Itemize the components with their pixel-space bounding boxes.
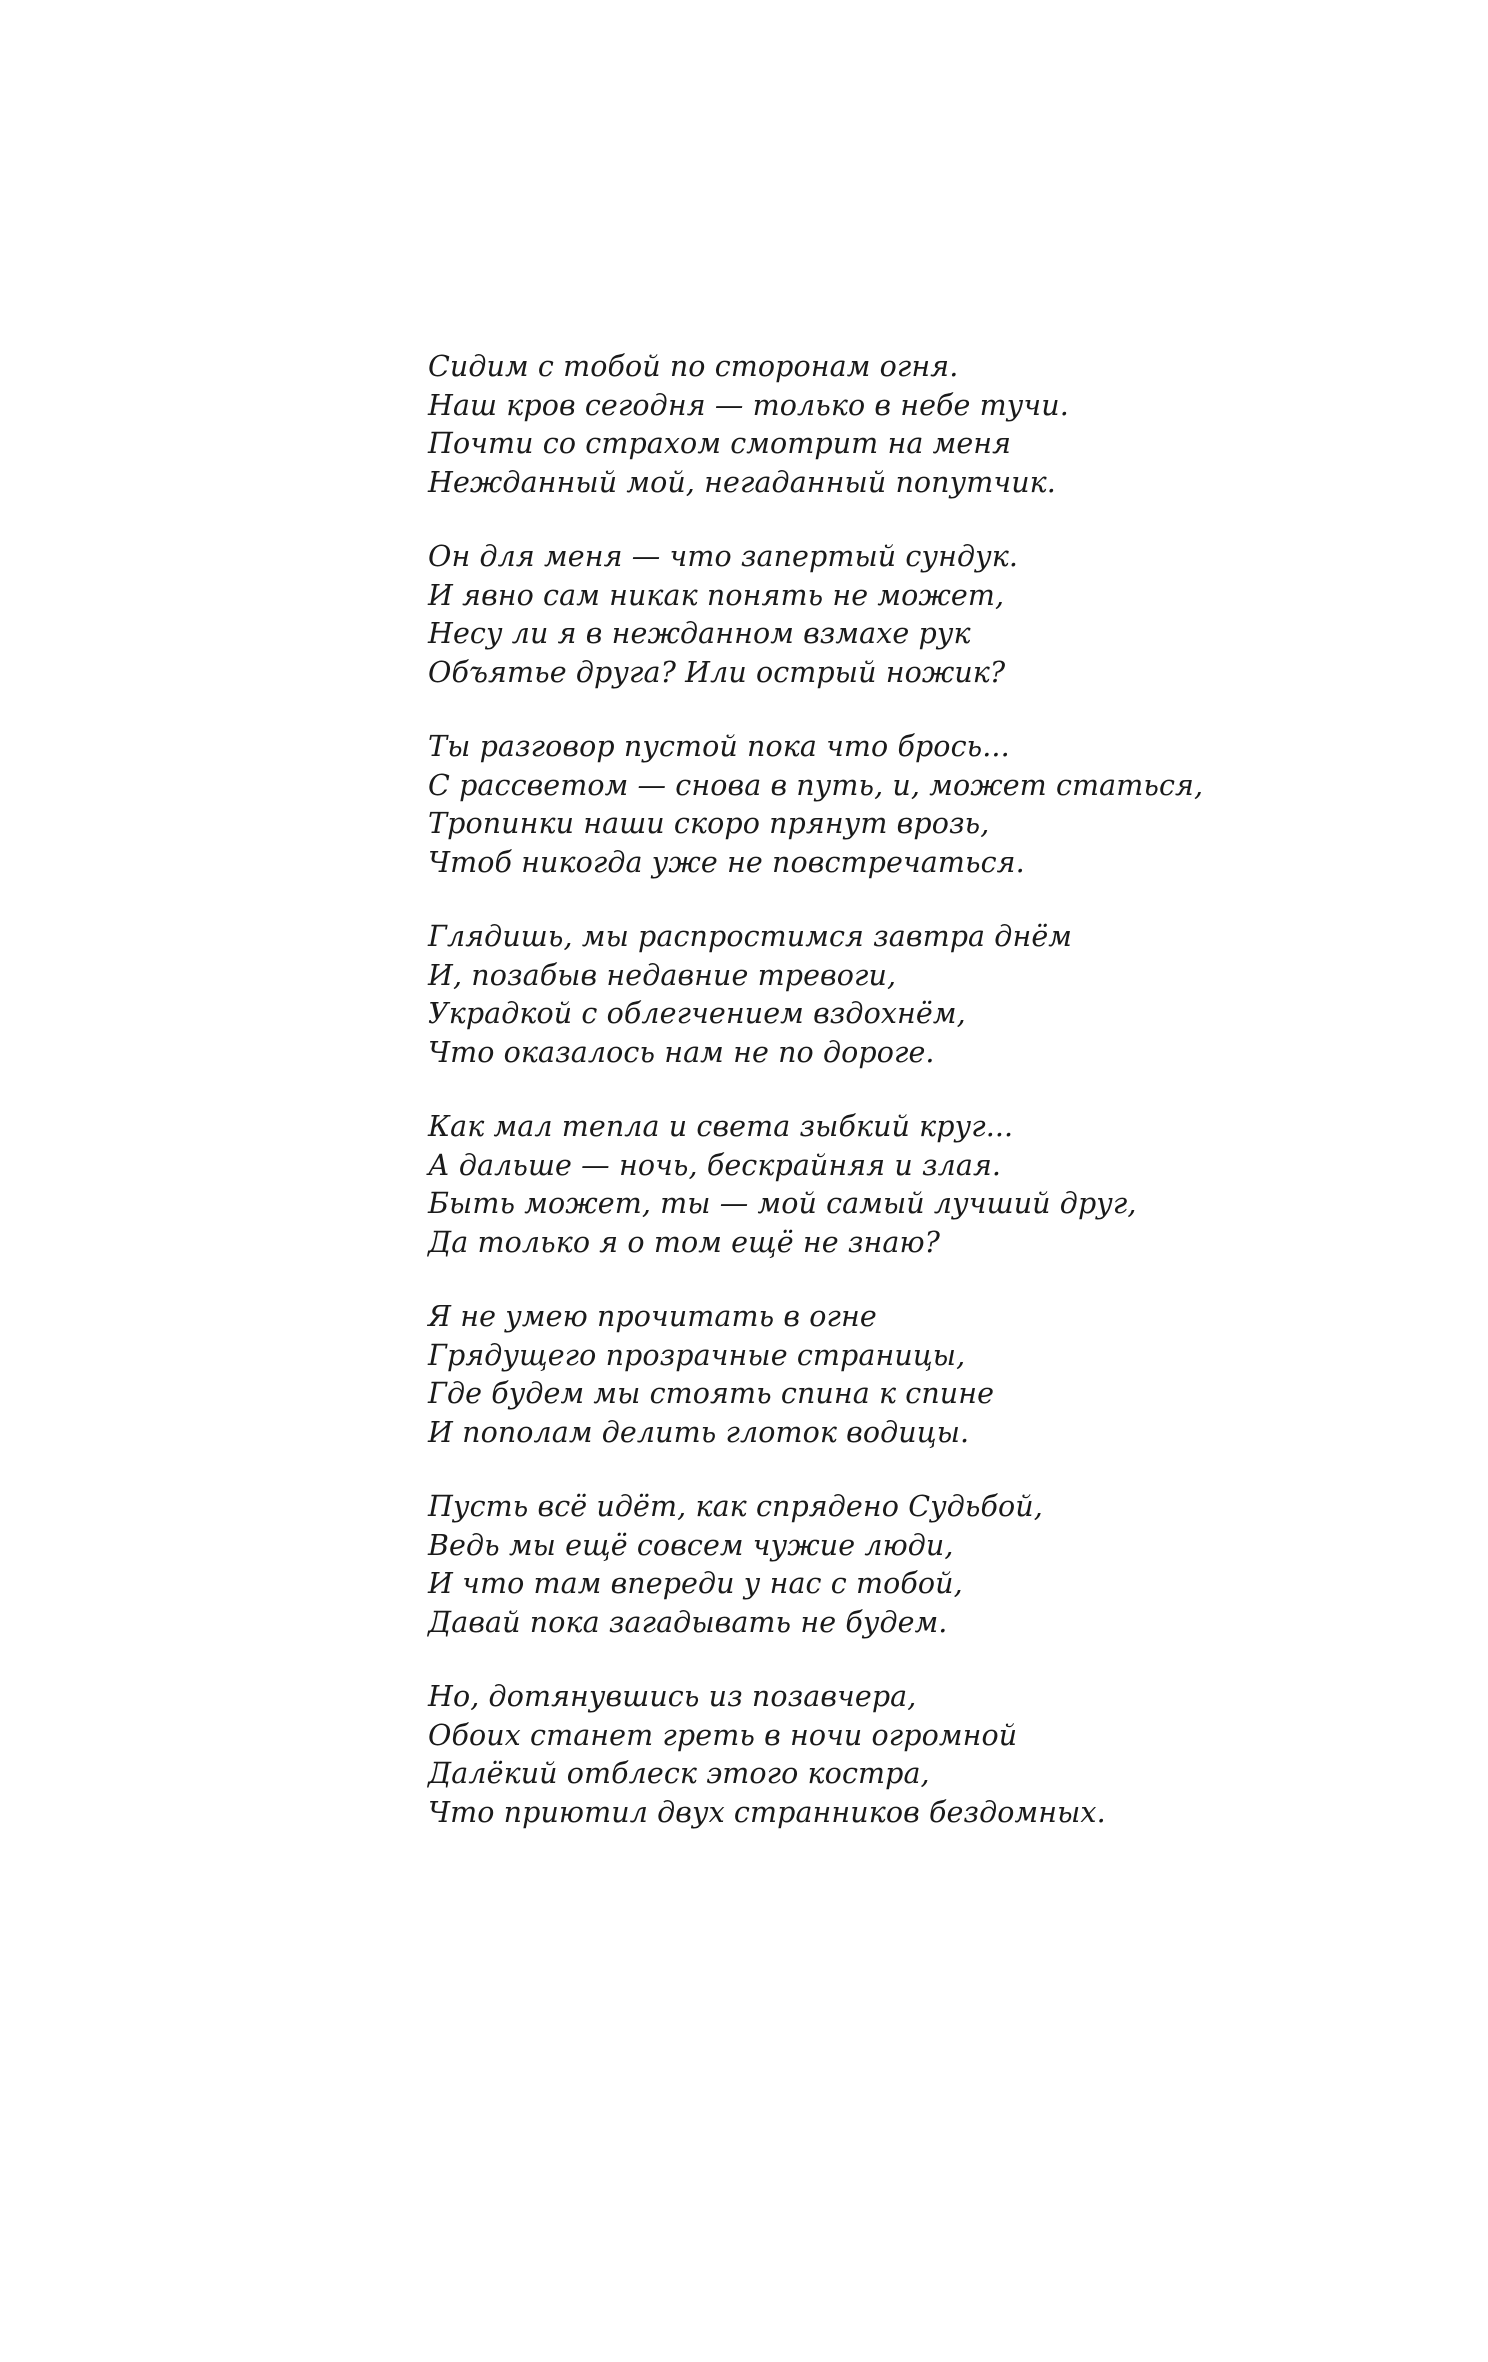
poem-line: Тропинки наши скоро прянут врозь, — [428, 807, 990, 840]
poem-line: Сидим с тобой по сторонам огня. — [428, 350, 959, 383]
poem-line: Но, дотянувшись из позавчера, — [428, 1680, 917, 1713]
poem-line: Что оказалось нам не по дороге. — [428, 1035, 935, 1069]
poem-line: Ведь мы ещё совсем чужие люди, — [428, 1528, 954, 1562]
poem-text — [428, 348, 1328, 1868]
poem-line: Глядишь, мы распростимся завтра днём — [428, 920, 1073, 953]
stanza-3 — [428, 728, 1328, 882]
stanza-2 — [428, 538, 1328, 692]
poem-line: А дальше — ночь, бескрайняя и злая. — [428, 1148, 1002, 1182]
poem-line: Далёкий отблеск этого костра, — [428, 1757, 930, 1790]
poem-line: Как мал тепла и света зыбкий круг... — [428, 1110, 1014, 1143]
poem-line: И, позабыв недавние тревоги, — [428, 958, 897, 992]
poem-line: Он для меня — что запертый сундук. — [428, 540, 1019, 573]
poem-line: И явно сам никак понять не может, — [428, 578, 1005, 612]
poem-line: Нежданный мой, негаданный попутчик. — [428, 465, 1056, 499]
poem-line: Обоих станет греть в ночи огромной — [428, 1718, 1018, 1752]
stanza-6 — [428, 1298, 1328, 1452]
poem-line: Объятье друга? Или острый ножик? — [428, 655, 1006, 689]
stanza-7 — [428, 1488, 1328, 1642]
poem-line: Быть может, ты — мой самый лучший друг, — [428, 1187, 1137, 1220]
poem-line: Я не умею прочитать в огне — [428, 1300, 877, 1333]
poem-line: Украдкой с облегчением вздохнём, — [428, 997, 966, 1030]
poem-line: Где будем мы стоять спина к спине — [428, 1377, 995, 1410]
poem-line: Что приютил двух странников бездомных. — [428, 1795, 1106, 1829]
poem-line: Почти со страхом смотрит на меня — [428, 427, 1012, 460]
stanza-1 — [428, 348, 1328, 502]
poem-line: Чтоб никогда уже не повстречаться. — [428, 845, 1025, 879]
stanza-8 — [428, 1678, 1328, 1832]
poem-line: Пусть всё идёт, как спрядено Судьбой, — [428, 1490, 1043, 1523]
poem-line: Грядущего прозрачные страницы, — [428, 1338, 966, 1372]
stanza-5 — [428, 1108, 1328, 1262]
poem-line: С рассветом — снова в путь, и, может статься, — [428, 768, 1204, 802]
poem-line: И пополам делить глоток водицы. — [428, 1415, 970, 1449]
stanza-4 — [428, 918, 1328, 1072]
poem-line: Давай пока загадывать не будем. — [428, 1605, 948, 1639]
poem-line: Наш кров сегодня — только в небе тучи. — [428, 388, 1069, 422]
poem-line: Да только я о том ещё не знаю? — [428, 1225, 941, 1259]
poem-line: Ты разговор пустой пока что брось... — [428, 730, 1010, 763]
poem-line: Несу ли я в нежданном взмахе рук — [428, 617, 971, 650]
poem-line: И что там впереди у нас с тобой, — [428, 1567, 963, 1600]
